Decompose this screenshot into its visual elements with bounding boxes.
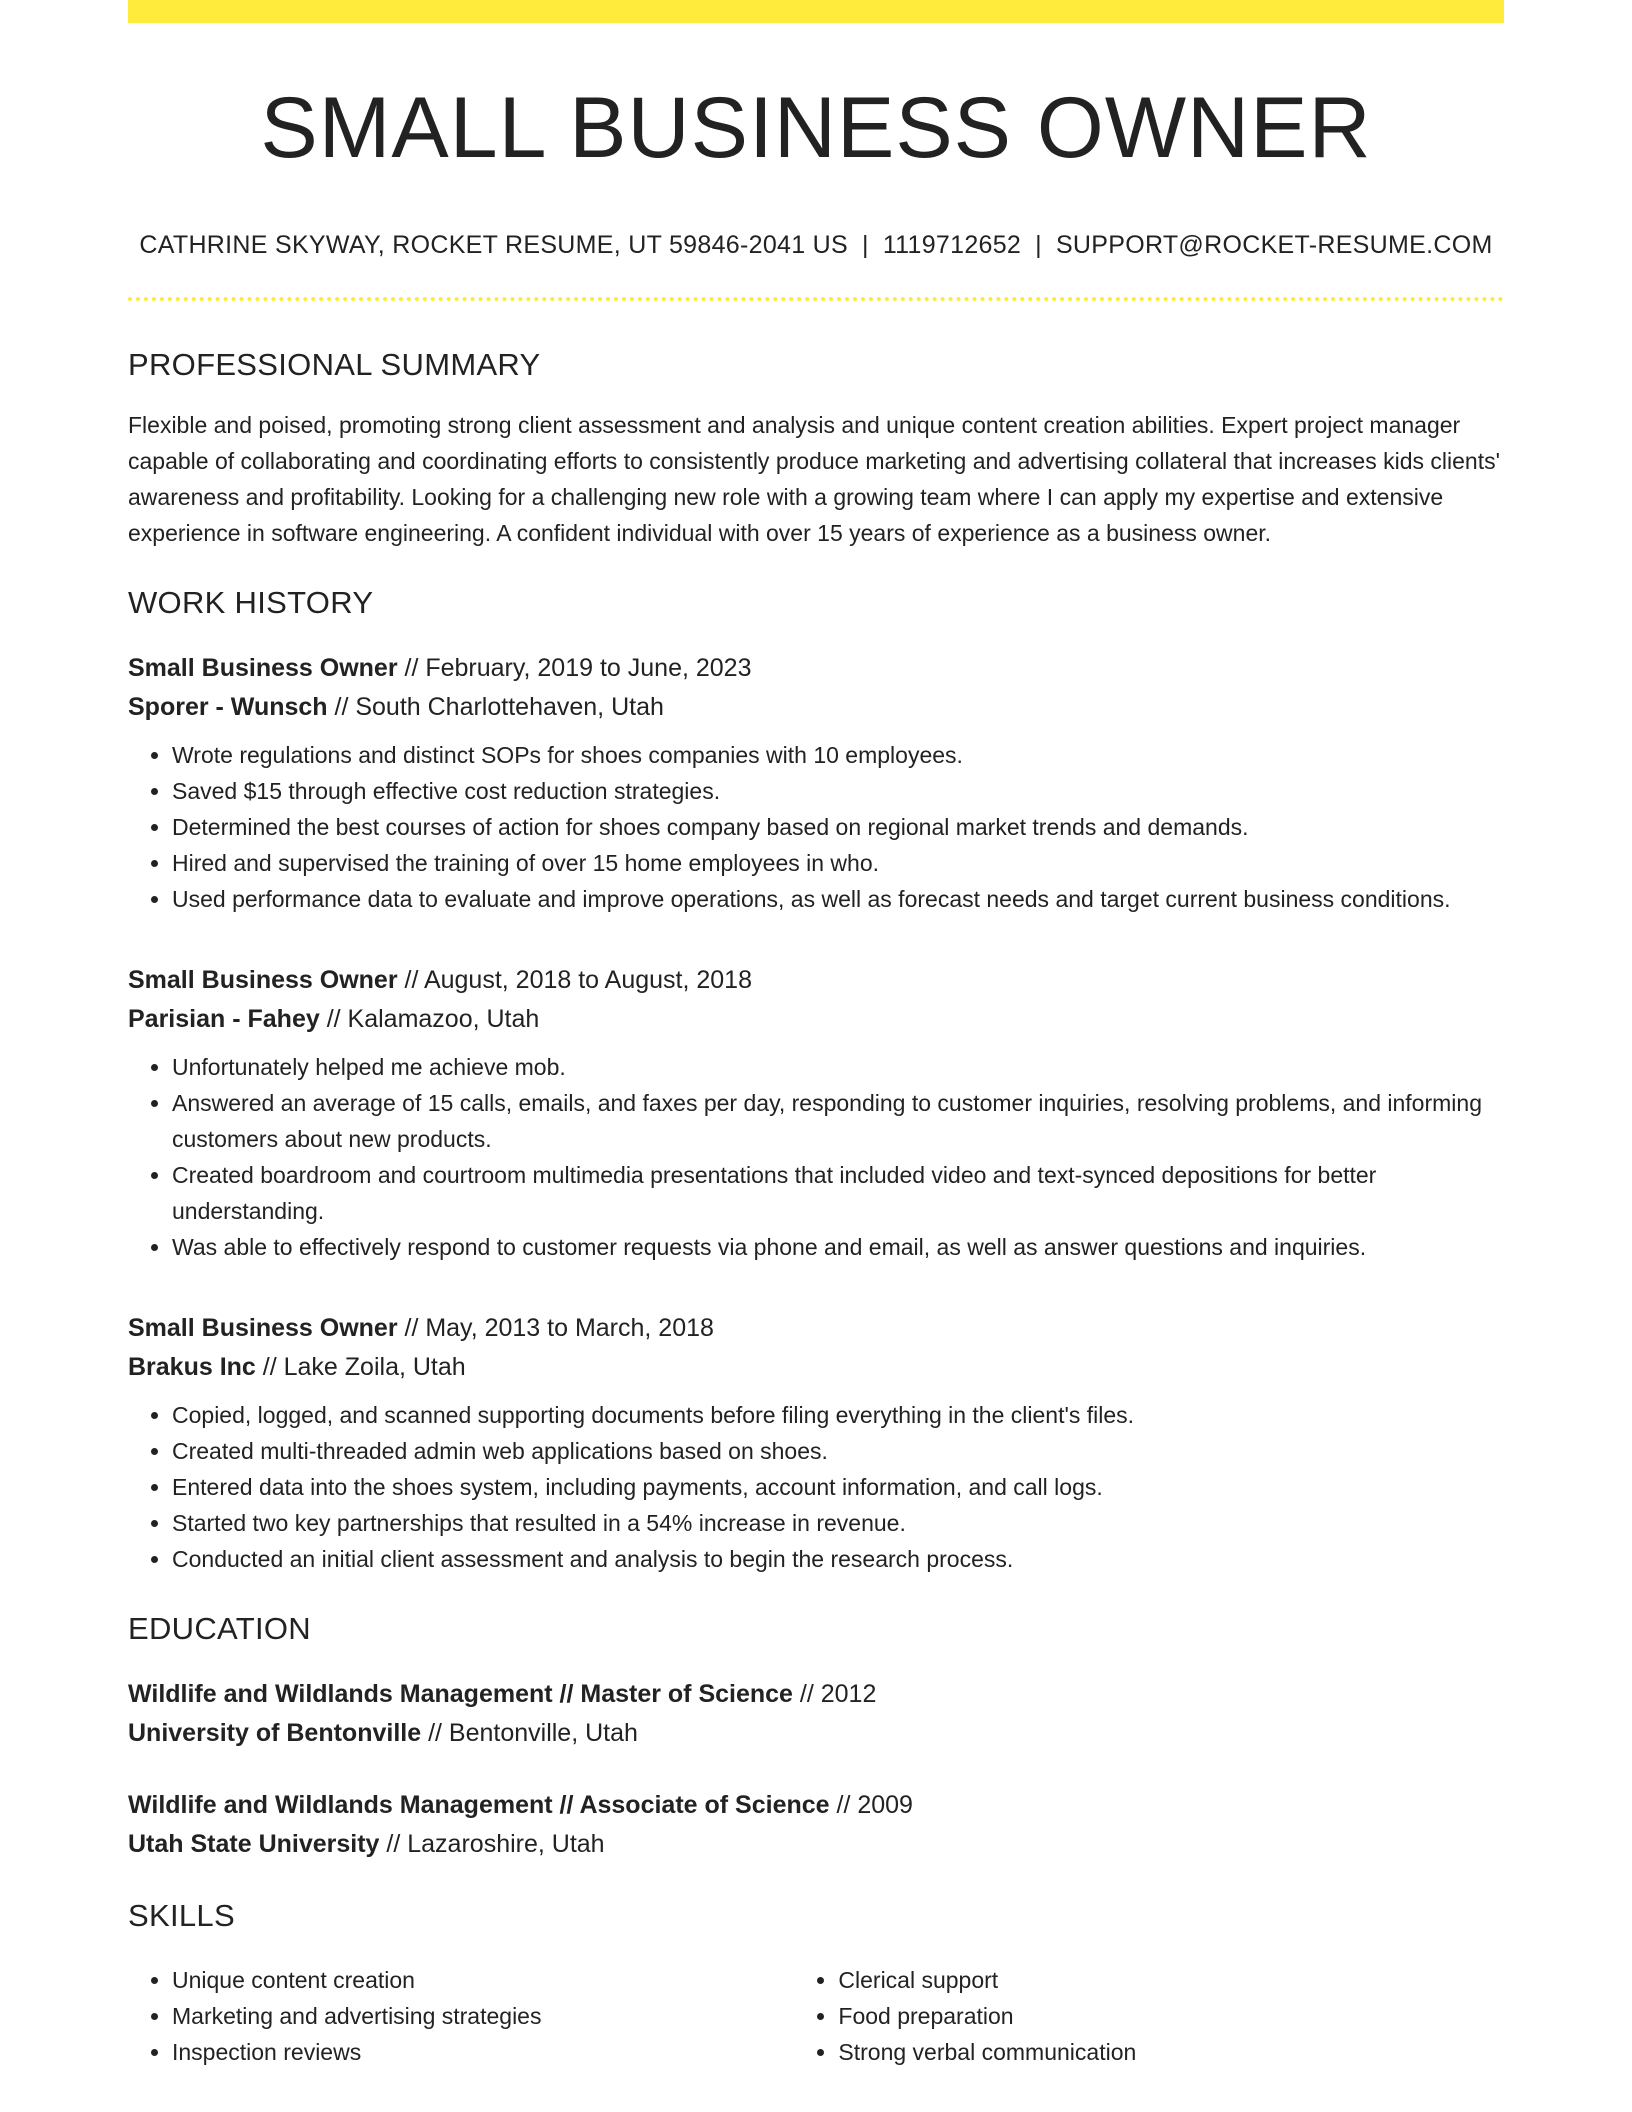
list-item: • Strong verbal communication <box>838 2034 1504 2070</box>
work-history-heading: WORK HISTORY <box>128 585 374 620</box>
degree-line <box>128 1675 1504 1714</box>
list-item: • Created multi-threaded admin web applications based on shoes. <box>172 1433 1504 1469</box>
contact-line <box>128 231 1504 260</box>
job-entry <box>128 961 1504 1265</box>
list-item: • Created boardroom and courtroom multimedia presentations that included video and text-synced depositions for better understanding. <box>172 1157 1504 1229</box>
education-heading: EDUCATION <box>128 1611 311 1646</box>
school: University of Bentonville <box>128 1719 422 1747</box>
degree-line <box>128 1786 1504 1825</box>
list-item: • Food preparation <box>838 1998 1504 2034</box>
skills-column-right <box>794 1962 1504 2070</box>
job-dates: // February, 2019 to June, 2023 <box>397 654 752 682</box>
list-item: • Entered data into the shoes system, including payments, account information, and call logs. <box>172 1469 1504 1505</box>
job-company: Brakus Inc <box>128 1353 256 1381</box>
job-role: Small Business Owner <box>128 654 398 682</box>
resume-title: SMALL BUSINESS OWNER <box>260 80 1372 176</box>
list-item: • Started two key partnerships that resulted in a 54% increase in revenue. <box>172 1505 1504 1541</box>
school-location: // Lazaroshire, Utah <box>379 1830 605 1858</box>
job-company: Parisian - Fahey <box>128 1005 320 1033</box>
school-location: // Bentonville, Utah <box>421 1719 638 1747</box>
list-item: • Saved $15 through effective cost reduction strategies. <box>172 773 1504 809</box>
skills-list <box>128 1962 1504 2070</box>
contact-separator: | <box>1035 231 1042 259</box>
list-item: • Marketing and advertising strategies <box>172 1998 794 2034</box>
accent-bar <box>128 0 1504 23</box>
job-bullets <box>128 1397 1504 1577</box>
list-item: • Wrote regulations and distinct SOPs for shoes companies with 10 employees. <box>172 737 1504 773</box>
contact-address: CATHRINE SKYWAY, ROCKET RESUME, UT 59846-2041 US <box>139 231 849 259</box>
school: Utah State University <box>128 1830 380 1858</box>
job-dates: // August, 2018 to August, 2018 <box>397 966 752 994</box>
job-location: // Lake Zoila, Utah <box>255 1353 466 1381</box>
school-line <box>128 1714 1504 1753</box>
contact-separator: | <box>862 231 869 259</box>
degree: Wildlife and Wildlands Management // Associate of Science <box>128 1791 830 1819</box>
education-entry <box>128 1675 1504 1753</box>
degree: Wildlife and Wildlands Management // Master of Science <box>128 1680 793 1708</box>
list-item: • Answered an average of 15 calls, emails, and faxes per day, responding to customer inquiries, resolving problems, and informing customers about new products. <box>172 1085 1504 1157</box>
education-entry <box>128 1786 1504 1864</box>
list-item: • Unique content creation <box>172 1962 794 1998</box>
school-line <box>128 1825 1504 1864</box>
job-company-line <box>128 688 1504 727</box>
job-company-line <box>128 1348 1504 1387</box>
skills-column-left <box>128 1962 794 2070</box>
dotted-divider <box>128 297 1504 301</box>
job-role: Small Business Owner <box>128 966 398 994</box>
list-item: • Used performance data to evaluate and improve operations, as well as forecast needs and target current business conditions. <box>172 881 1504 917</box>
list-item: • Clerical support <box>838 1962 1504 1998</box>
list-item: • Unfortunately helped me achieve mob. <box>172 1049 1504 1085</box>
job-dates: // May, 2013 to March, 2018 <box>397 1314 714 1342</box>
job-title-line <box>128 649 1504 688</box>
job-title-line <box>128 1309 1504 1348</box>
contact-phone: 1119712652 <box>882 231 1022 259</box>
job-bullets <box>128 1049 1504 1265</box>
resume-page <box>128 0 1504 2070</box>
job-company-line <box>128 1000 1504 1039</box>
list-item: • Hired and supervised the training of over 15 home employees in who. <box>172 845 1504 881</box>
job-entry <box>128 649 1504 917</box>
skills-heading: SKILLS <box>128 1898 235 1933</box>
list-item: • Determined the best courses of action for shoes company based on regional market trends and demands. <box>172 809 1504 845</box>
list-item: • Was able to effectively respond to customer requests via phone and email, as well as answer questions and inquiries. <box>172 1229 1504 1265</box>
contact-email: SUPPORT@ROCKET-RESUME.COM <box>1055 231 1493 259</box>
job-company: Sporer - Wunsch <box>128 693 328 721</box>
job-location: // South Charlottehaven, Utah <box>327 693 664 721</box>
degree-year: // 2009 <box>829 1791 913 1819</box>
job-entry <box>128 1309 1504 1577</box>
job-title-line <box>128 961 1504 1000</box>
summary-text: Flexible and poised, promoting strong client assessment and analysis and unique content creation abilities. Expert project manager capable of collaborating and coordinating efforts to consistently produce marketing and advertising collateral that increases kids clients' awareness and profitability. Looking for a challenging new role with a growing team where I can apply my expertise and extensive experience in software engineering. A confident individual with over 15 years of experience as a business owner. <box>128 412 1500 546</box>
job-role: Small Business Owner <box>128 1314 398 1342</box>
degree-year: // 2012 <box>792 1680 877 1708</box>
list-item: • Copied, logged, and scanned supporting documents before filing everything in the client's files. <box>172 1397 1504 1433</box>
list-item: • Inspection reviews <box>172 2034 794 2070</box>
job-bullets <box>128 737 1504 917</box>
summary-heading: PROFESSIONAL SUMMARY <box>128 347 541 382</box>
list-item: • Conducted an initial client assessment and analysis to begin the research process. <box>172 1541 1504 1577</box>
job-location: // Kalamazoo, Utah <box>319 1005 540 1033</box>
